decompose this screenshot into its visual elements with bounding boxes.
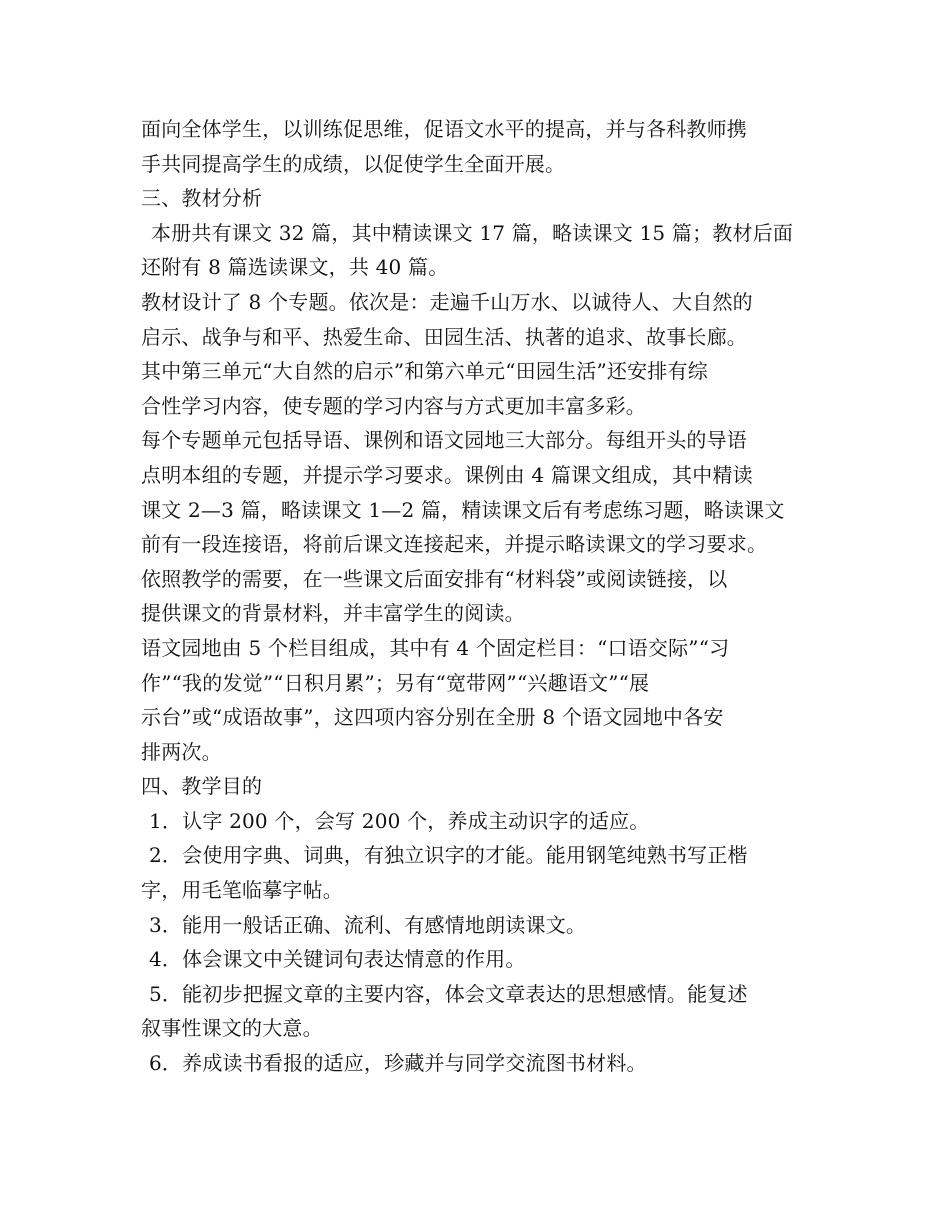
paragraph-line: 字，用毛笔临摹字帖。: [141, 878, 343, 903]
paragraph-line: 依照教学的需要，在一些课文后面安排有“材料袋”或阅读链接，以: [141, 566, 728, 591]
paragraph-line: 排两次。: [141, 739, 222, 764]
section-heading-textbook-analysis: 三、教材分析: [141, 186, 263, 211]
paragraph-line: 手共同提高学生的成绩，以促使学生全面开展。: [141, 151, 566, 176]
paragraph-line: 提供课文的背景材料，并丰富学生的阅读。: [141, 601, 525, 626]
section-heading-teaching-goals: 四、教学目的: [141, 774, 263, 799]
paragraph-line: 还附有 8 篇选读课文，共 40 篇。: [141, 255, 449, 280]
paragraph-line: 每个专题单元包括导语、课例和语文园地三大部分。每组开头的导语: [141, 428, 747, 453]
paragraph-line: 示台”或“成语故事”，这四项内容分别在全册 8 个语文园地中各安: [141, 705, 724, 730]
paragraph-line: 本册共有课文 32 篇，其中精读课文 17 篇，略读课文 15 篇；教材后面: [151, 220, 794, 245]
goal-item-5: 5．能初步把握文章的主要内容，体会文章表达的思想感情。能复述: [149, 981, 748, 1006]
paragraph-line: 点明本组的专题，并提示学习要求。课例由 4 篇课文组成，其中精读: [141, 462, 753, 487]
paragraph-line: 合性学习内容，使专题的学习内容与方式更加丰富多彩。: [141, 393, 646, 418]
paragraph-line: 语文园地由 5 个栏目组成，其中有 4 个固定栏目：“口语交际”“习: [141, 635, 730, 660]
goal-item-3: 3．能用一般话正确、流利、有感情地朗读课文。: [149, 912, 587, 937]
paragraph-line: 教材设计了 8 个专题。依次是：走遍千山万水、以诚待人、大自然的: [141, 289, 753, 314]
document-body: [141, 112, 821, 1081]
goal-item-2: 2．会使用字典、词典，有独立识字的才能。能用钢笔纯熟书写正楷: [149, 843, 748, 868]
goal-item-6: 6．养成读书看报的适应，珍藏并与同学交流图书材料。: [149, 1051, 647, 1076]
paragraph-line: 其中第三单元“大自然的启示”和第六单元“田园生活”还安排有综: [141, 359, 708, 384]
paragraph-line: 启示、战争与和平、热爱生命、田园生活、执著的追求、故事长廊。: [141, 324, 747, 349]
paragraph-line: 前有一段连接语，将前后课文连接起来，并提示略读课文的学习要求。: [141, 532, 768, 557]
paragraph-line: 面向全体学生，以训练促思维，促语文水平的提高，并与各科教师携: [141, 117, 747, 141]
goal-item-1: 1．认字 200 个，会写 200 个，养成主动识字的适应。: [149, 808, 650, 833]
goal-item-4: 4．体会课文中关键词句表达情意的作用。: [149, 947, 526, 972]
paragraph-line: 作”“我的发觉”“日积月累”；另有“宽带网”“兴趣语文”“展: [141, 670, 650, 695]
paragraph-line: 课文 2—3 篇，略读课文 1—2 篇，精读课文后有考虑练习题，略读课文: [141, 497, 785, 522]
paragraph-line: 叙事性课文的大意。: [141, 1016, 323, 1041]
